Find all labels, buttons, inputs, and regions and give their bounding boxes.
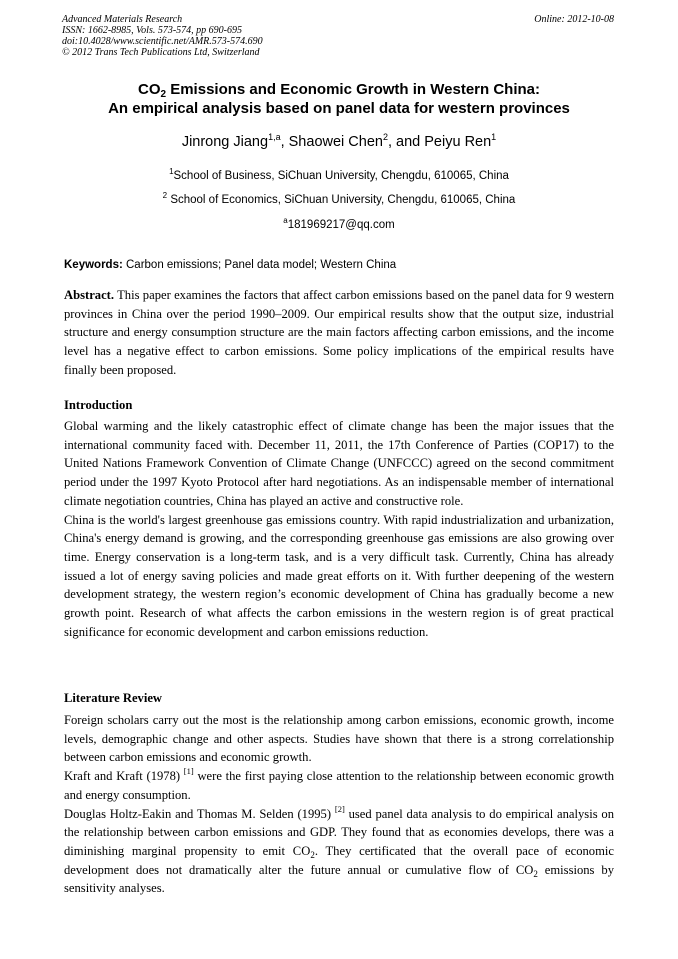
co2-subscript: 2 — [533, 868, 538, 879]
introduction-paragraph-2: China is the world's largest greenhouse gas emissions country. With rapid industrialization and urbanization, China's energy demand is growing, and the corresponding greenhouse gas emissions are also growing over time. Energy conservation is a long-term task, and is a very difficult task. Currently, China has already issued a lot of energy saving policies and made great efforts on it. With further deepening of the western development strategy, the western region’s economic development of China has gradually become a new growth point. Research of what affects the carbon emissions in the western region is of great practical significance for economic development and carbon emissions reduction. — [64, 512, 614, 639]
affiliation-2-sup: 2 — [162, 191, 168, 200]
introduction-body — [64, 417, 614, 641]
section-heading-introduction: Introduction — [64, 398, 133, 412]
keywords-text: Carbon emissions; Panel data model; Western China — [122, 259, 397, 271]
author-3: Peiyu Ren — [424, 134, 492, 150]
issn-line: ISSN: 1662-8985, Vols. 573-574, pp 690-695 — [62, 25, 242, 36]
citation-text: Douglas Holtz-Eakin and Thomas M. Selden (1995) — [64, 806, 335, 821]
journal-name: Advanced Materials Research — [62, 14, 183, 25]
author-email — [0, 218, 678, 232]
abstract-paragraph — [64, 286, 614, 380]
citation-text: were the first paying close attention to the relationship between economic growth and energy consumption. — [64, 769, 614, 802]
affiliation-1-sup: 1 — [169, 167, 174, 176]
title-line-2: An empirical analysis based on panel data for western provinces — [108, 100, 570, 117]
literature-body — [64, 711, 614, 898]
abstract — [64, 286, 614, 380]
title-subscript: 2 — [160, 89, 167, 100]
citation-text: used panel data analysis to do empirical analysis on the relationship between carbon emissions and GDP. They found that as economies develops, there was a diminishing marginal propensity to emit CO — [64, 806, 614, 858]
author-1: Jinrong Jiang — [181, 134, 269, 150]
affiliation-2-text: School of Economics, SiChuan University, Chengdu, 610065, China — [167, 194, 516, 206]
author-1-sup: 1,a — [268, 132, 281, 142]
paper-title — [0, 80, 678, 118]
co2-subscript: 2 — [310, 849, 315, 860]
email-sup: a — [283, 216, 288, 225]
title-co: CO — [137, 81, 161, 98]
literature-paragraph-3 — [64, 805, 614, 899]
affiliation-2 — [0, 193, 678, 207]
title-line-1-rest: Emissions and Economic Growth in Western China: — [166, 81, 540, 98]
author-2: Shaowei Chen — [288, 134, 383, 150]
author-separator: , — [280, 134, 289, 150]
email-text: 181969217@qq.com — [287, 219, 395, 231]
affiliation-1 — [0, 169, 678, 183]
literature-paragraph-2 — [64, 767, 614, 804]
literature-paragraph-1: Foreign scholars carry out the most is the relationship among carbon emissions, economic growth, income levels, demographic change and other aspects. Studies have shown that there is a strong correlationship between carbon emissions and economic growth. — [64, 713, 614, 765]
doi-line: doi:10.4028/www.scientific.net/AMR.573-574.690 — [62, 36, 263, 47]
title-line-1 — [0, 80, 678, 99]
keywords-label: Keywords: — [64, 259, 123, 271]
reference-marker-1: [1] — [183, 766, 194, 777]
citation-text: . They certificated that the overall pace of economic development does not dramatically alter the future annual or cumulative flow of CO — [64, 843, 614, 877]
copyright-line: © 2012 Trans Tech Publications Ltd, Switzerland — [62, 47, 260, 58]
affiliation-1-text: School of Business, SiChuan University, Chengdu, 610065, China — [173, 170, 509, 182]
author-separator: , and — [387, 134, 425, 150]
abstract-label: Abstract. — [64, 288, 115, 302]
author-list — [0, 133, 678, 151]
introduction-paragraph-1: Global warming and the likely catastrophic effect of climate change has been the major issues that the international community faced with. December 11, 2011, the 17th Conference of Parties (COP17) to the United Nations Framework Convention of Climate Change (UNFCCC) agreed on the second commitment period under the 1997 Kyoto Protocol after hard negotiations. As an indispensable member of international climate negotiation countries, China has played an active and constructive role. — [64, 419, 614, 508]
citation-text: emissions by sensitivity analyses. — [64, 862, 614, 896]
journal-header — [62, 14, 263, 58]
abstract-text: This paper examines the factors that affect carbon emissions based on the panel data for 9 western provinces in China over the period 1990–2009. Our empirical results show that the output size, industrial structure and energy consumption structure are the main factors affecting carbon emissions, and the income level has a negative effect to carbon emissions. Some policy implications of the empirical results have finally been proposed. — [64, 288, 614, 377]
section-heading-literature-review: Literature Review — [64, 691, 163, 705]
reference-marker-2: [2] — [334, 803, 345, 814]
author-3-sup: 1 — [491, 132, 497, 142]
author-2-sup: 2 — [382, 132, 388, 142]
online-date: Online: 2012-10-08 — [534, 14, 614, 25]
keywords — [64, 258, 396, 272]
citation-text: Kraft and Kraft (1978) — [64, 769, 184, 784]
